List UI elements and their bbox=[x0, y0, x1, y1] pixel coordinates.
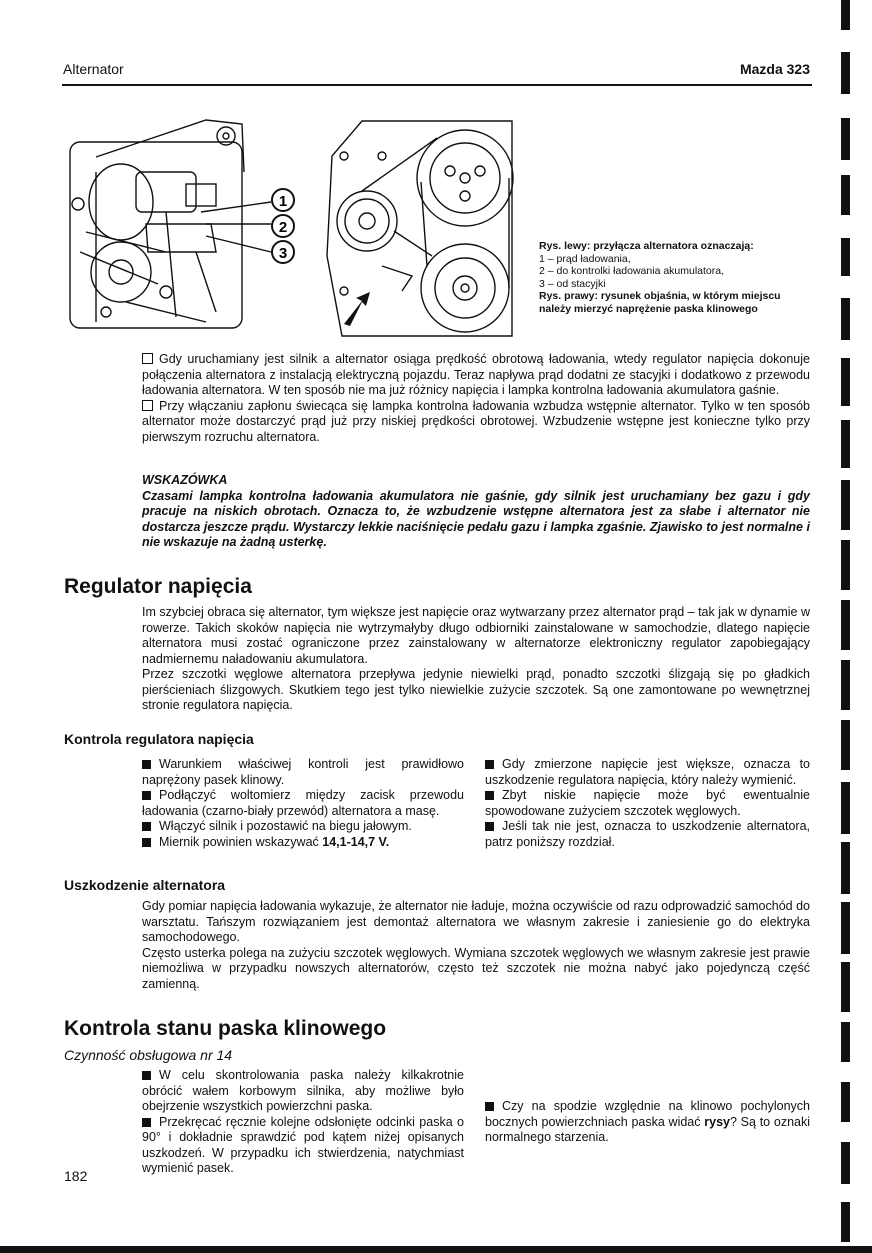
edge-mark bbox=[841, 0, 850, 30]
running-header-right: Mazda 323 bbox=[739, 61, 810, 77]
checkbox-bullet-icon bbox=[142, 400, 153, 411]
edge-mark bbox=[841, 238, 850, 276]
pasek-item: Przekręcać ręcznie kolejne odsłonięte odcinki paska o 90° i dokładnie sprawdzić pod kątem niżej opisanych uszkodzeń. W przypadku ich stwierdzenia, natychmiast wymienić pasek. bbox=[142, 1114, 464, 1175]
hint-text: Czasami lampka kontrolna ładowania akumulatora nie gaśnie, gdy silnik jest uruchamiany bez gazu i gdy pracuje na niskich obrotach. Oznacza to, że wzbudzenie wstępne alternatora jest za słabe i alternator nie dostarcza jeszcze prądu. Wystarczy lekkie naciśnięcie pedału gazu i lampka zgaśnie. Zjawisko to jest normalne i nie wskazuje na żadną usterkę. bbox=[142, 488, 810, 549]
header-rule bbox=[62, 84, 812, 86]
section-title-kontrola: Kontrola regulatora napięcia bbox=[64, 731, 254, 747]
running-header-left: Alternator bbox=[63, 61, 124, 77]
section-title-pasek: Kontrola stanu paska klinowego bbox=[64, 1017, 387, 1040]
callout-3 bbox=[272, 241, 294, 263]
checkbox-bullet-icon bbox=[142, 353, 153, 364]
svg-text:1: 1 bbox=[278, 193, 288, 210]
bullet-icon bbox=[142, 838, 151, 847]
section-title-regulator: Regulator napięcia bbox=[64, 575, 252, 598]
edge-mark bbox=[841, 720, 850, 770]
bullet-icon bbox=[485, 1102, 494, 1111]
edge-mark bbox=[841, 1022, 850, 1062]
uszkodzenie-paragraph: Często usterka polega na zużyciu szczotek węglowych. Wymiana szczotek węglowych we własnym zakresie jest prawie niemożliwa w przypadku nowszych alternatorów, często też szczotek nie można nabyć jako pojedynczą część zamienną. bbox=[142, 945, 810, 991]
edge-mark bbox=[841, 480, 850, 530]
voltage-value: 14,1-14,7 V. bbox=[322, 834, 390, 849]
svg-text:2: 2 bbox=[278, 219, 288, 236]
edge-mark bbox=[841, 902, 850, 954]
alternator-connections-figure bbox=[66, 112, 316, 334]
edge-mark bbox=[841, 962, 850, 1012]
kontrola-item: Zbyt niskie napięcie może być ewentualnie spowodowane zużyciem szczotek węglowych. bbox=[485, 788, 810, 818]
kontrola-left-column bbox=[142, 757, 464, 850]
kontrola-right-column bbox=[485, 757, 810, 850]
edge-mark bbox=[841, 1202, 850, 1242]
bullet-icon bbox=[142, 822, 151, 831]
kontrola-item: Miernik powinien wskazywać 14,1-14,7 V. bbox=[142, 835, 464, 851]
callout-1 bbox=[272, 189, 294, 211]
caption-title: Rys. lewy: przyłącza alternatora oznaczają: bbox=[539, 240, 754, 252]
kontrola-item: Włączyć silnik i pozostawić na biegu jałowym. bbox=[142, 819, 464, 835]
pasek-item: Czy na spodzie względnie na klinowo pochylonych bocznych powierzchniach paska widać rysy? Są to oznaki normalnego starzenia. bbox=[485, 1099, 810, 1144]
edge-mark bbox=[841, 842, 850, 894]
caption-item: 1 – prąd ładowania, bbox=[539, 252, 631, 265]
kontrola-item: Warunkiem właściwej kontroli jest prawidłowo naprężony pasek klinowy. bbox=[142, 757, 464, 787]
uszkodzenie-paragraph: Gdy pomiar napięcia ładowania wykazuje, że alternator nie ładuje, można oczywiście od razu odprowadzić samochód do warsztatu. Tańszym rozwiązaniem jest demontaż alternatora we własnym zakresie i zaniesienie go do elektryka samochodowego. bbox=[142, 899, 810, 944]
caption-item: 3 – od stacyjki bbox=[539, 277, 606, 290]
edge-mark bbox=[841, 660, 850, 710]
kontrola-item: Gdy zmierzone napięcie jest większe, oznacza to uszkodzenie regulatora napięcia, który należy wymienić. bbox=[485, 757, 810, 787]
edge-mark bbox=[841, 52, 850, 94]
regulator-paragraph: Przez szczotki węglowe alternatora przepływa jedynie niewielki prąd, ponadto szczotki ślizgają się po gładkich pierścieniach ślizgowych. Skutkiem tego jest tylko niewielkie zużycie szczotek. Są one zamontowane po wewnętrznej stronie regulatora napięcia. bbox=[142, 667, 810, 712]
pasek-right-column bbox=[485, 1068, 810, 1146]
bullet-icon bbox=[142, 791, 151, 800]
bullet-icon bbox=[142, 760, 151, 769]
intro-paragraph: Przy włączaniu zapłonu świecąca się lampka kontrolna ładowania wzbudza wstępnie alternator. Tylko w ten sposób alternator może dostarczyć prąd już przy niskiej prędkości obrotowej. Wzbudzenie wstępne jest konieczne tylko przy pierwszym rozruchu alternatora. bbox=[142, 398, 810, 444]
bullet-icon bbox=[485, 822, 494, 831]
v-belt-tension-figure bbox=[322, 116, 527, 338]
edge-mark bbox=[841, 175, 850, 215]
caption-right: Rys. prawy: rysunek objaśnia, w którym miejscu należy mierzyć naprężenie paska klinowego bbox=[539, 290, 781, 315]
edge-mark bbox=[841, 1142, 850, 1184]
uszkodzenie-text bbox=[142, 899, 810, 992]
bullet-icon bbox=[485, 791, 494, 800]
callout-2 bbox=[272, 215, 294, 237]
caption-item: 2 – do kontrolki ładowania akumulatora, bbox=[539, 265, 725, 277]
page-number: 182 bbox=[64, 1168, 88, 1184]
intro-paragraph: Gdy uruchamiany jest silnik a alternator osiąga prędkość obrotową ładowania, wtedy regulator napięcia dokonuje połączenia alternatora z instalacją elektryczną pojazdu. Teraz napływa prąd dodatni ze stacyjki i dodatkowo z przewodu ładowania alternatora. W ten sposób nie ma już różnicy napięcia i lampka kontrolna ładowania akumulatora gaśnie. bbox=[142, 352, 810, 397]
bullet-icon bbox=[485, 760, 494, 769]
edge-mark bbox=[841, 1082, 850, 1122]
edge-mark bbox=[841, 358, 850, 406]
edge-mark bbox=[841, 420, 850, 468]
arrow-icon bbox=[344, 292, 370, 326]
regulator-text bbox=[142, 605, 810, 714]
bullet-icon bbox=[142, 1071, 151, 1080]
regulator-paragraph: Im szybciej obraca się alternator, tym większe jest napięcie oraz wytwarzany przez alternator prąd – tak jak w dynamie w rowerze. Takich skoków napięcia nie wytrzymałyby długo odbiorniki zainstalowane w samochodzie, dlatego napięcie alternatora musi zostać ograniczone przez zainstalowany w alternatorze elektroniczny regulator zapobiegający nadmiernemu naładowaniu akumulatora. bbox=[142, 605, 810, 666]
bottom-edge-bar bbox=[0, 1246, 872, 1253]
hint-box bbox=[142, 473, 810, 551]
edge-mark bbox=[841, 118, 850, 160]
edge-mark bbox=[841, 782, 850, 834]
svg-text:3: 3 bbox=[278, 245, 288, 262]
edge-mark bbox=[841, 600, 850, 650]
intro-text bbox=[142, 352, 810, 445]
hint-title: WSKAZÓWKA bbox=[142, 473, 228, 487]
section-title-uszkodzenie: Uszkodzenie alternatora bbox=[64, 877, 226, 893]
edge-mark bbox=[841, 298, 850, 340]
pasek-item: W celu skontrolowania paska należy kilkakrotnie obrócić wałem korbowym silnika, aby możliwe było obejrzenie wszystkich powierzchni paska. bbox=[142, 1068, 464, 1113]
figure-caption bbox=[539, 240, 789, 315]
maintenance-subtitle: Czynność obsługowa nr 14 bbox=[64, 1047, 233, 1063]
pasek-left-column bbox=[142, 1068, 464, 1175]
kontrola-item: Jeśli tak nie jest, oznacza to uszkodzenie alternatora, patrz poniższy rozdział. bbox=[485, 819, 810, 849]
edge-mark bbox=[841, 540, 850, 590]
kontrola-item: Podłączyć woltomierz między zacisk przewodu ładowania (czarno-biały przewód) alternatora a masę. bbox=[142, 788, 464, 818]
bullet-icon bbox=[142, 1118, 151, 1127]
